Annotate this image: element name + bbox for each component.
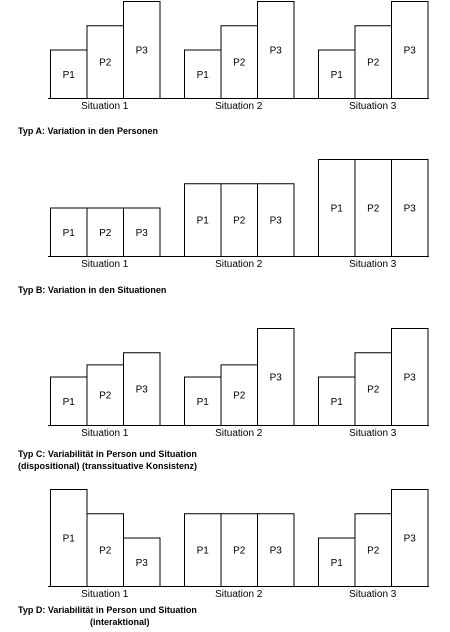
bar-label: P3 [135,227,148,239]
caption-typ-c [18,448,197,472]
bar-label: P3 [403,203,416,215]
bar-label: P1 [62,533,75,545]
bar-label: P2 [233,215,246,227]
bar-label: P1 [196,69,209,81]
bar-label: P1 [330,396,343,408]
situation-label: Situation 2 [215,589,263,600]
bar-label: P3 [403,372,416,384]
caption-line: (interaktional) [90,617,150,627]
bar-label: P2 [99,545,112,557]
situation-label: Situation 2 [215,428,263,439]
situation-label: Situation 2 [215,101,263,112]
bar-label: P3 [135,45,148,57]
bar-label: P3 [403,45,416,57]
bar-label: P2 [233,390,246,402]
caption-line: Typ A: Variation in den Personen [18,126,159,136]
bar-label: P2 [367,57,380,69]
bar-label: P1 [330,69,343,81]
bar-label: P2 [99,57,112,69]
bar-label: P2 [99,227,112,239]
bar-label: P3 [135,557,148,569]
bar-label: P2 [367,203,380,215]
bar-label: P1 [196,545,209,557]
bar-label: P1 [62,396,75,408]
caption-line: Typ B: Variation in den Situationen [18,285,167,295]
bar-label: P1 [196,396,209,408]
caption-typ-d [18,604,197,628]
bar-label: P1 [62,69,75,81]
situation-label: Situation 2 [215,259,263,270]
situation-label: Situation 3 [349,428,397,439]
bar-label: P2 [233,57,246,69]
bar-label: P3 [269,45,282,57]
caption-line: Typ C: Variabilität in Person und Situation [18,449,197,459]
bar-label: P1 [196,215,209,227]
bar-label: P2 [367,545,380,557]
bar-label: P2 [99,390,112,402]
caption-typ-b [18,284,166,296]
bar-label: P3 [269,372,282,384]
bar-label: P2 [367,384,380,396]
bar-label: P3 [269,545,282,557]
bar-label: P1 [330,557,343,569]
situation-label: Situation 1 [81,259,129,270]
situation-label: Situation 3 [349,101,397,112]
situation-label: Situation 1 [81,101,129,112]
caption-line: Typ D: Variabilität in Person und Situation [18,605,197,615]
bar-label: P2 [233,545,246,557]
situation-label: Situation 3 [349,589,397,600]
situation-label: Situation 1 [81,428,129,439]
bar-label: P3 [135,384,148,396]
situation-label: Situation 1 [81,589,129,600]
caption-line: (dispositional) (transsituative Konsistenz) [18,461,198,471]
bar-label: P1 [62,227,75,239]
situation-label: Situation 3 [349,259,397,270]
bar-label: P1 [330,203,343,215]
caption-typ-a [18,125,158,137]
bar-label: P3 [403,533,416,545]
bar-label: P3 [269,215,282,227]
